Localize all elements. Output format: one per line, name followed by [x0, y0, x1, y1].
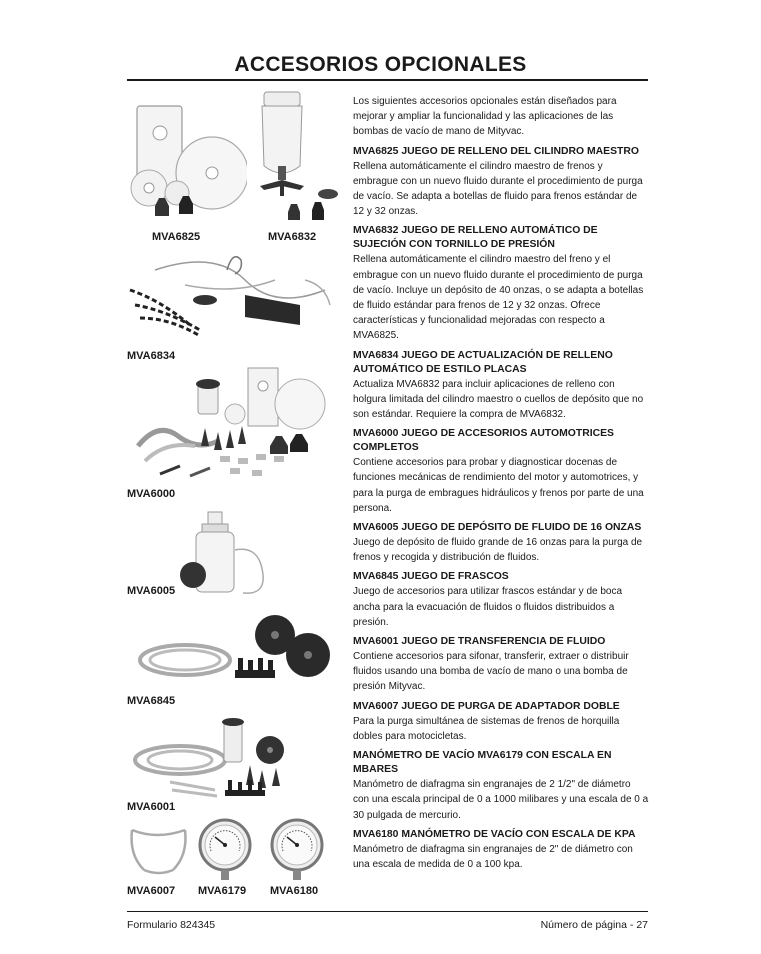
mva6832-image — [250, 90, 345, 225]
mva6005-image — [180, 510, 270, 598]
section-heading: MVA6180 MANÓMETRO DE VACÍO CON ESCALA DE KPA — [353, 828, 636, 840]
section-heading: MVA6845 JUEGO DE FRASCOS — [353, 571, 509, 583]
section-heading: MVA6007 JUEGO DE PURGA DE ADAPTADOR DOBLE — [353, 700, 620, 712]
mva6000-label: MVA6000 — [127, 488, 176, 500]
mva6179-label: MVA6179 — [198, 885, 247, 897]
page-number: Número de página - 27 — [540, 919, 648, 931]
section-heading: MANÓMETRO DE VACÍO MVA6179 CON ESCALA EN MBARES — [353, 750, 612, 776]
mva6180-label: MVA6180 — [270, 885, 319, 897]
page-title: ACCESORIOS OPCIONALES — [234, 53, 527, 76]
section-body: Manómetro de diafragma sin engranajes de 2" de diámetro con una escala de medida de 0 a 100 kpa. — [353, 843, 633, 870]
section-mva6005 — [353, 521, 649, 565]
title-rule — [127, 79, 648, 81]
section-body: Manómetro de diafragma sin engranajes de 2 1/2" de diámetro con una escala principal de 0 a 1000 milibares y una escala de 0 a 30 pulgada de mercurio. — [353, 779, 649, 821]
section-mva6834 — [353, 349, 649, 423]
section-heading: MVA6001 JUEGO DE TRANSFERENCIA DE FLUIDO — [353, 636, 606, 648]
mva6179-image — [198, 818, 253, 882]
section-mva6179 — [353, 749, 649, 823]
mva6007-image — [127, 820, 192, 880]
mva6007-label: MVA6007 — [127, 885, 176, 897]
mva6001-image — [130, 710, 330, 805]
section-heading: MVA6825 JUEGO DE RELLENO DEL CILINDRO MAESTRO — [353, 145, 639, 157]
section-heading: MVA6832 JUEGO DE RELLENO AUTOMÁTICO DE SUJECIÓN CON TORNILLO DE PRESIÓN — [353, 225, 598, 251]
section-body: Actualiza MVA6832 para incluir aplicaciones de relleno con holgura limitada del cilindro maestro o cuellos de depósito que no son estándar. Requiere la compra de MVA6832. — [353, 378, 644, 421]
mva6825-label: MVA6825 — [152, 231, 201, 243]
section-body: Contiene accesorios para sifonar, transferir, extraer o distribuir fluidos usando una bomba de vacío de mano o una bomba de presión Mityvac. — [353, 651, 629, 693]
section-mva6000 — [353, 427, 649, 516]
section-mva6845 — [353, 570, 649, 630]
mva6001-label: MVA6001 — [127, 801, 176, 813]
section-body: Juego de depósito de fluido grande de 16 onzas para la purga de frenos y recogida y distribución de fluidos. — [353, 537, 643, 564]
section-mva6001 — [353, 635, 649, 695]
section-body: Para la purga simultánea de sistemas de frenos de horquilla dobles para motocicletas. — [353, 715, 620, 742]
intro-paragraph: Los siguientes accesorios opcionales están diseñados para mejorar y ampliar la funcionalidad y las aplicaciones de las bombas de vacío de mano de Mityvac. — [353, 96, 617, 138]
form-number: Formulario 824345 — [127, 919, 216, 931]
mva6845-label: MVA6845 — [127, 695, 176, 707]
section-heading: MVA6000 JUEGO DE ACCESORIOS AUTOMOTRICES COMPLETOS — [353, 428, 614, 454]
mva6834-label: MVA6834 — [127, 350, 176, 362]
section-body: Rellena automáticamente el cilindro maestro del freno y el embrague con un nuevo fluido durante el procedimiento de purga de vacío. Incluye un depósito de 40 onzas, o se adapta a botellas de fluido estándar para frenos de 12 y 32 onzas. Ofrece características y funcionalidad mejoradas con respecto a MVA6825. — [353, 254, 644, 342]
section-body: Juego de accesorios para utilizar frascos estándar y de boca ancha para la evacuación de fluidos o fluidos distribuidos a presión. — [353, 586, 623, 628]
section-heading: MVA6005 JUEGO DE DEPÓSITO DE FLUIDO DE 16 ONZAS — [353, 522, 642, 534]
section-mva6825 — [353, 145, 649, 220]
mva6832-label: MVA6832 — [268, 231, 317, 243]
footer-rule — [127, 911, 648, 912]
mva6180-image — [270, 818, 325, 882]
mva6825-image — [127, 98, 247, 223]
section-mva6007 — [353, 700, 649, 744]
text-column — [353, 94, 649, 877]
section-body: Contiene accesorios para probar y diagnosticar docenas de funciones mecánicas de rendimiento del motor y automotrices, y para la purga de embragues hidráulicos y frenos por parte de una persona. — [353, 457, 644, 514]
section-body: Rellena automáticamente el cilindro maestro de frenos y embrague con un nuevo fluido durante el procedimiento de purga de vacío. Se adapta a botellas de fluido para frenos estándar de 12 y 32 onzas. — [353, 160, 643, 218]
mva6845-image — [130, 610, 335, 695]
section-heading: MVA6834 JUEGO DE ACTUALIZACIÓN DE RELLENO AUTOMÁTICO DE ESTILO PLACAS — [353, 349, 613, 375]
section-mva6832 — [353, 224, 649, 343]
section-mva6180 — [353, 828, 649, 872]
mva6834-image — [125, 250, 345, 345]
mva6005-label: MVA6005 — [127, 585, 176, 597]
mva6000-image — [130, 366, 330, 486]
